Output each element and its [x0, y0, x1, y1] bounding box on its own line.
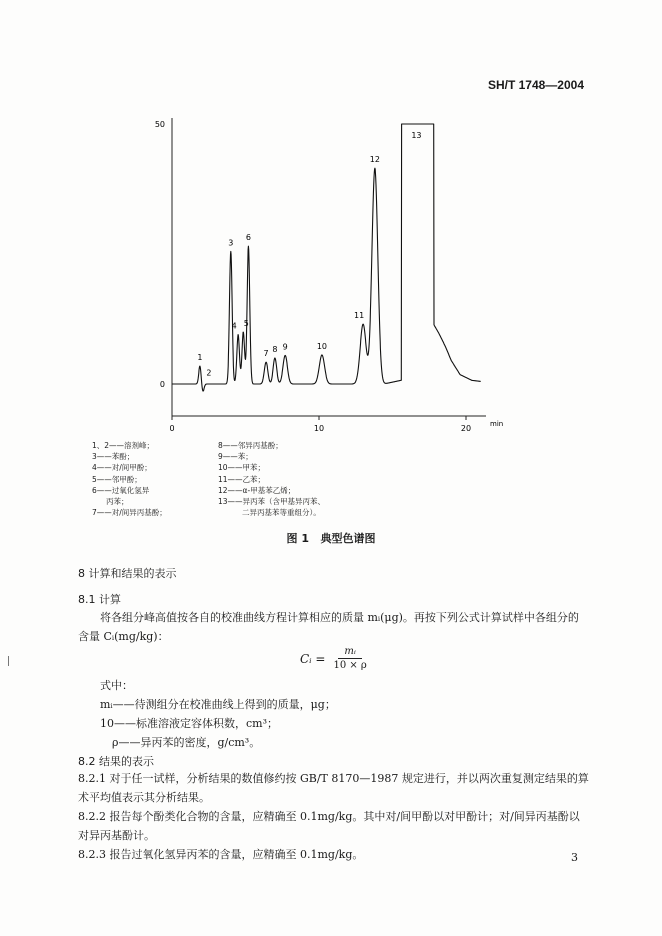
formula — [300, 646, 367, 671]
peak-label-11: 11 — [354, 311, 365, 321]
peak-label-8: 8 — [272, 345, 278, 354]
x-tick-label: 20 — [460, 424, 472, 433]
x-tick-label: 0 — [169, 424, 175, 433]
definition-mi: mᵢ——待测组分在校准曲线上得到的质量，μg； — [100, 698, 336, 711]
peak-label-2: 2 — [206, 368, 212, 378]
x-tick-label: 10 — [313, 424, 325, 433]
legend-item: 7——对/间异丙基酚； — [92, 508, 167, 518]
formula-fraction — [333, 646, 366, 671]
figure-number: 图 1 — [286, 532, 309, 545]
section-8-1-heading: 8.1 计算 — [78, 593, 121, 606]
scan-mark — [8, 656, 9, 666]
section-8-2-3: 8.2.3 报告过氧化氢异丙苯的含量，应精确至 0.1mg/kg。 — [78, 848, 364, 861]
chromatogram-trace — [172, 124, 481, 391]
legend-item: 11——乙苯； — [218, 474, 266, 484]
chart-axes — [172, 118, 486, 416]
peak-label-12: 12 — [369, 155, 380, 165]
peak-label-1: 1 — [197, 352, 203, 362]
where-label: 式中： — [100, 679, 133, 692]
definition-10: 10——标准溶液定容体积数，cm³； — [100, 717, 278, 730]
peak-label-10: 10 — [316, 341, 328, 351]
legend-col2 — [218, 440, 325, 518]
formula-lhs: Cᵢ = — [300, 651, 326, 666]
y-tick-label: 0 — [159, 380, 165, 389]
legend-item: 8——邻异丙基酚； — [218, 441, 283, 450]
chart-ticks — [155, 120, 503, 433]
y-tick-label: 50 — [154, 120, 165, 129]
peak-label-13: 13 — [411, 131, 422, 140]
legend-item: 3——苯酚； — [92, 452, 135, 462]
legend-item: 12——α-甲基苯乙烯； — [218, 485, 296, 495]
legend-item: 13——异丙苯（含甲基异丙苯、 — [218, 497, 326, 507]
legend-item: 二异丙基苯等重组分）。 — [242, 508, 321, 518]
legend-col1 — [92, 440, 167, 518]
legend-item: 9——苯； — [218, 452, 253, 462]
legend-item: 4——对/间甲酚； — [92, 463, 152, 473]
standard-code: SH/T 1748—2004 — [487, 78, 584, 92]
section-8-2-1: 8.2.1 对于任一试样，分析结果的数值修约按 GB/T 8170—1987 规定进行，并以两次重复测定结果的算术平均值表示其分析结果。 — [78, 772, 589, 804]
formula-denominator: 10 × ρ — [333, 660, 367, 671]
peak-label-9: 9 — [282, 342, 288, 352]
formula-numerator: mᵢ — [338, 646, 362, 659]
page-number: 3 — [571, 851, 578, 864]
section-8-heading: 8 计算和结果的表示 — [78, 567, 177, 580]
definition-rho: ρ——异丙苯的密度，g/cm³。 — [112, 736, 261, 749]
chromatogram-chart — [0, 0, 662, 440]
x-unit-label: min — [490, 420, 504, 428]
figure-title: 典型色谱图 — [320, 532, 376, 545]
figure-caption — [0, 530, 662, 546]
peak-label-7: 7 — [263, 349, 269, 359]
section-8-1-paragraph: 将各组分峰高值按各自的校准曲线方程计算相应的质量 mᵢ(μg)。再按下列公式计算试样中各组分的含量 Cᵢ(mg/kg)： — [78, 611, 579, 643]
peak-label-3: 3 — [228, 238, 234, 248]
section-8-2-2: 8.2.2 报告每个酚类化合物的含量，应精确至 0.1mg/kg。其中对/间甲酚以对甲酚计；对/间异丙基酚以对异丙基酚计。 — [78, 810, 580, 842]
peak-label-6: 6 — [245, 233, 251, 243]
section-8-2-heading: 8.2 结果的表示 — [78, 755, 154, 768]
peak-label-4: 4 — [231, 321, 237, 331]
legend-item: 丙苯； — [106, 497, 129, 507]
legend-item: 6——过氧化氢异 — [92, 485, 150, 495]
legend-item: 5——邻甲酚； — [92, 474, 142, 484]
peak-label-5: 5 — [243, 319, 249, 328]
legend-item: 10——甲苯； — [218, 463, 266, 473]
legend-item: 1、2——溶剂峰； — [92, 441, 155, 450]
